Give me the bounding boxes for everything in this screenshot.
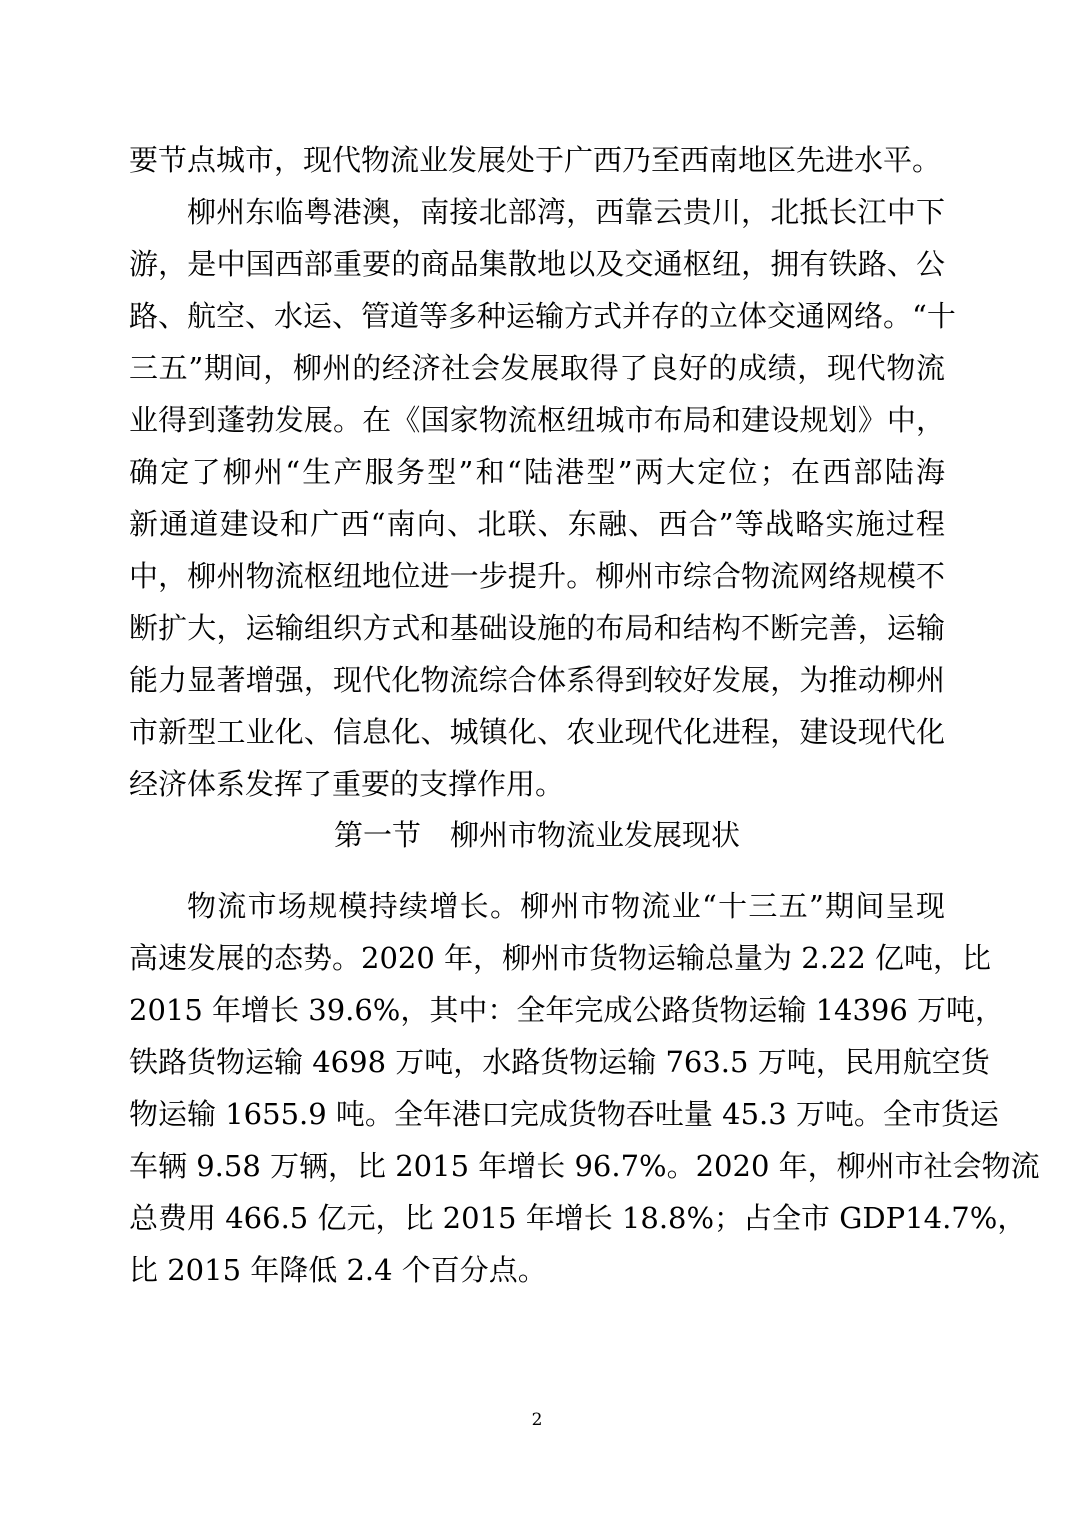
paragraph-intro-line: 确定了柳州“生产服务型”和“陆港型”两大定位；在西部陆海 xyxy=(129,455,945,489)
paragraph-intro-line: 能力显著增强，现代化物流综合体系得到较好发展，为推动柳州 xyxy=(129,663,945,697)
paragraph-market-line: 车辆 9.58 万辆，比 2015 年增长 96.7%。2020 年，柳州市社会物流 xyxy=(129,1149,1040,1183)
paragraph-intro-line: 路、航空、水运、管道等多种运输方式并存的立体交通网络。“十 xyxy=(129,299,956,333)
paragraph-market-line: 铁路货物运输 4698 万吨，水路货物运输 763.5 万吨，民用航空货 xyxy=(129,1045,990,1079)
paragraph-intro-line: 柳州东临粤港澳，南接北部湾，西靠云贵川，北抵长江中下 xyxy=(187,195,945,229)
paragraph-intro-line: 断扩大，运输组织方式和基础设施的布局和结构不断完善，运输 xyxy=(129,611,945,645)
paragraph-intro-line: 市新型工业化、信息化、城镇化、农业现代化进程，建设现代化 xyxy=(129,715,945,749)
paragraph-market-line: 比 2015 年降低 2.4 个百分点。 xyxy=(129,1253,547,1287)
paragraph-market-line: 总费用 466.5 亿元，比 2015 年增长 18.8%；占全市 GDP14.7%， xyxy=(129,1201,1027,1235)
paragraph-intro-line: 经济体系发挥了重要的支撑作用。 xyxy=(129,767,565,801)
paragraph-intro-line: 三五”期间，柳州的经济社会发展取得了良好的成绩，现代物流 xyxy=(129,351,945,385)
page-number: 2 xyxy=(531,1410,543,1430)
paragraph-continuation-line: 要节点城市，现代物流业发展处于广西乃至西南地区先进水平。 xyxy=(129,143,942,177)
paragraph-intro-line: 中，柳州物流枢纽地位进一步提升。柳州市综合物流网络规模不 xyxy=(129,559,945,593)
paragraph-market-line: 物运输 1655.9 吨。全年港口完成货物吞吐量 45.3 万吨。全市货运 xyxy=(129,1097,999,1131)
paragraph-market-line: 2015 年增长 39.6%，其中：全年完成公路货物运输 14396 万吨， xyxy=(129,993,1005,1027)
paragraph-intro-line: 游，是中国西部重要的商品集散地以及交通枢纽，拥有铁路、公 xyxy=(129,247,945,281)
paragraph-market-line: 物流市场规模持续增长。柳州市物流业“十三五”期间呈现 xyxy=(187,889,945,923)
paragraph-intro-line: 业得到蓬勃发展。在《国家物流枢纽城市布局和建设规划》中， xyxy=(129,403,945,437)
section-heading: 第一节 柳州市物流业发展现状 xyxy=(333,818,740,852)
paragraph-market-line: 高速发展的态势。2020 年，柳州市货物运输总量为 2.22 亿吨，比 xyxy=(129,941,992,975)
paragraph-intro-line: 新通道建设和广西“南向、北联、东融、西合”等战略实施过程 xyxy=(129,507,945,541)
